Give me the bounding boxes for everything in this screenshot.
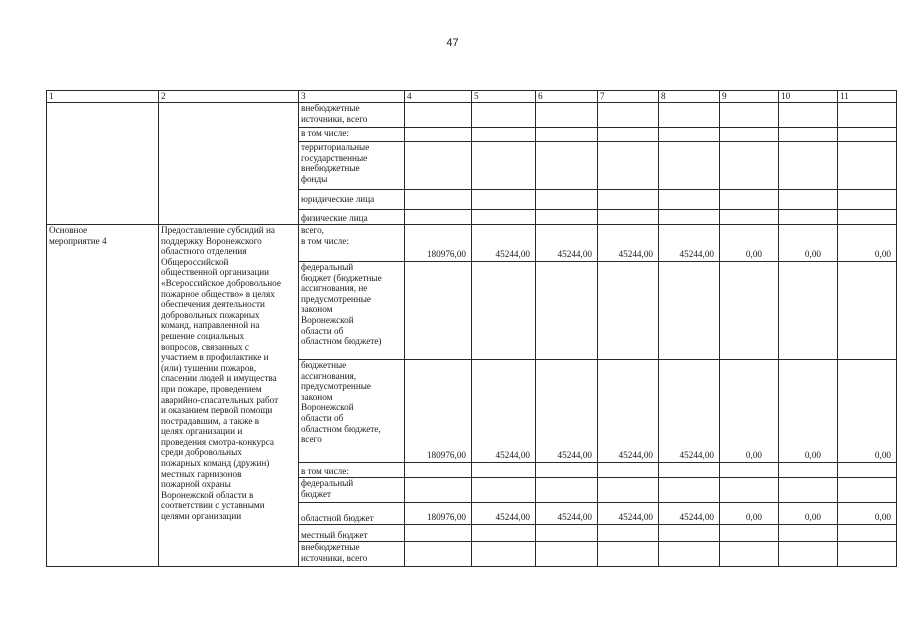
table-row xyxy=(47,225,897,262)
column-header: 3 xyxy=(299,91,405,103)
value-cell: 0,00 xyxy=(838,360,897,463)
column-header: 2 xyxy=(159,91,299,103)
value-cell: 45244,00 xyxy=(536,503,598,525)
value-cell: 45244,00 xyxy=(536,225,598,262)
row-label: всего, в том числе: xyxy=(299,225,405,262)
column-header: 10 xyxy=(779,91,838,103)
value-cell: 45244,00 xyxy=(472,503,536,525)
value-cell: 0,00 xyxy=(720,360,779,463)
budget-table xyxy=(46,90,897,567)
value-cell: 45244,00 xyxy=(472,360,536,463)
value-cell: 0,00 xyxy=(779,503,838,525)
row-label: в том числе: xyxy=(299,128,405,142)
row-label: федеральный бюджет xyxy=(299,478,405,503)
value-cell: 45244,00 xyxy=(472,225,536,262)
row-label: внебюджетные источники, всего xyxy=(299,103,405,128)
cell-empty xyxy=(159,103,299,225)
row-label: федеральный бюджет (бюджетные ассигнования, не предусмотренные законом Воронежской области об областном бюджете) xyxy=(299,262,405,360)
header-row xyxy=(47,91,897,103)
row-label: в том числе: xyxy=(299,463,405,478)
row-label: областной бюджет xyxy=(299,503,405,525)
value-cell: 45244,00 xyxy=(659,225,720,262)
value-cell: 0,00 xyxy=(838,503,897,525)
column-header: 4 xyxy=(405,91,472,103)
value-cell: 45244,00 xyxy=(598,225,659,262)
column-header: 6 xyxy=(536,91,598,103)
cell-empty xyxy=(47,103,159,225)
value-cell: 0,00 xyxy=(720,503,779,525)
value-cell: 0,00 xyxy=(779,360,838,463)
row-label: внебюджетные источники, всего xyxy=(299,542,405,567)
row-label: бюджетные ассигнования, предусмотренные законом Воронежской области об областном бюджете, всего xyxy=(299,360,405,463)
value-cell: 0,00 xyxy=(779,225,838,262)
value-cell: 0,00 xyxy=(720,225,779,262)
value-cell: 45244,00 xyxy=(598,360,659,463)
page-number: 47 xyxy=(446,37,459,49)
column-header: 5 xyxy=(472,91,536,103)
activity-description: Предоставление субсидий на поддержку Воронежского областного отделения Общероссийской общественной организации «Всероссийское добровольное пожарное общество» в целях обеспечения деятельности добровольных пожарных команд, направленной на решение социальных вопросов, связанных с участием в профилактике и (или) тушении пожаров, спасении людей и имущества при пожаре, проведением аварийно-спасательных работ и оказанием первой помощи пострадавшим, а также в целях организации и проведения смотра-конкурса среди добровольных пожарных команд (дружин) местных гарнизонов пожарной охраны Воронежской области в соответствии с уставными целями организации xyxy=(159,225,299,567)
row-label: юридические лица xyxy=(299,190,405,210)
column-header: 1 xyxy=(47,91,159,103)
value-cell: 45244,00 xyxy=(659,503,720,525)
value-cell: 180976,00 xyxy=(405,360,472,463)
column-header: 7 xyxy=(598,91,659,103)
value-cell: 0,00 xyxy=(838,225,897,262)
activity-name: Основное мероприятие 4 xyxy=(47,225,159,567)
table-row xyxy=(47,103,897,128)
value-cell: 180976,00 xyxy=(405,503,472,525)
row-label: местный бюджет xyxy=(299,525,405,542)
value-cell: 45244,00 xyxy=(536,360,598,463)
value-cell: 180976,00 xyxy=(405,225,472,262)
value-cell: 45244,00 xyxy=(598,503,659,525)
column-header: 11 xyxy=(838,91,897,103)
value-cell: 45244,00 xyxy=(659,360,720,463)
row-label: физические лица xyxy=(299,210,405,225)
column-header: 9 xyxy=(720,91,779,103)
column-header: 8 xyxy=(659,91,720,103)
row-label: территориальные государственные внебюджетные фонды xyxy=(299,142,405,190)
